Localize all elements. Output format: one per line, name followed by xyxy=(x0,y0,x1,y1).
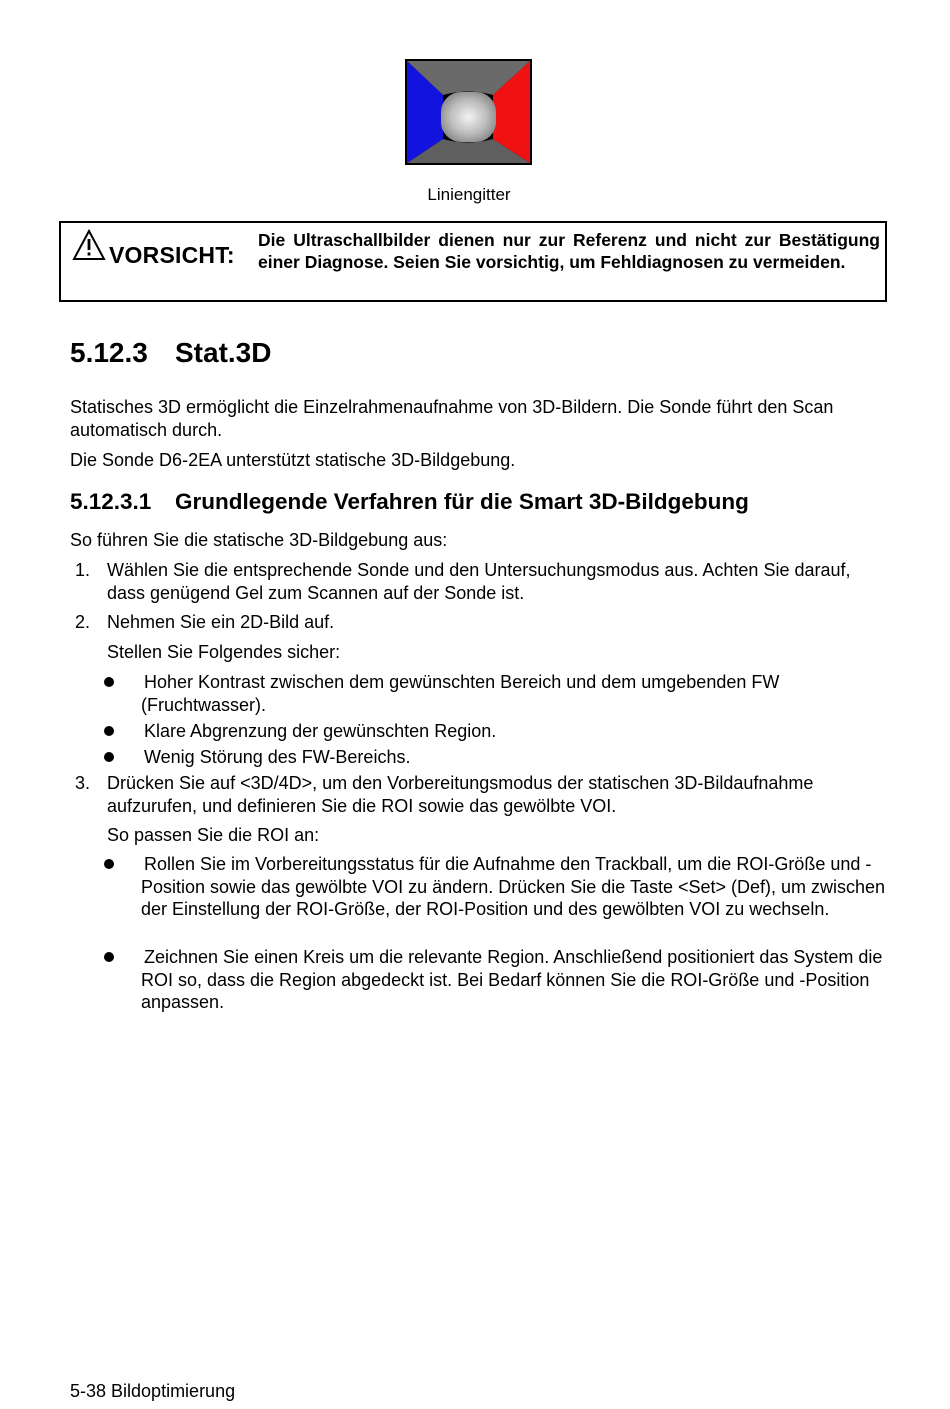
bullet-dot xyxy=(104,859,114,869)
bullet-item: Zeichnen Sie einen Kreis um die relevante Region. Anschließend positioniert das System die ROI so, dass die Region abgedeckt ist. Bei Bedarf können Sie die ROI-Größe und -Position anpassen. xyxy=(141,947,883,1012)
section-title: Stat.3D xyxy=(175,337,272,368)
bullet-dot xyxy=(104,752,114,762)
subsection-heading xyxy=(70,489,749,515)
procedure-lead: So führen Sie die statische 3D-Bildgebung aus: xyxy=(70,530,448,550)
step-text-2: Nehmen Sie ein 2D-Bild auf. xyxy=(107,612,335,632)
caution-box xyxy=(59,221,887,302)
caution-label: VORSICHT: xyxy=(109,242,235,268)
bullet-item: Klare Abgrenzung der gewünschten Region. xyxy=(144,721,497,741)
step-number-1: 1. xyxy=(75,560,91,580)
step-number-2: 2. xyxy=(75,612,91,632)
caution-text: Die Ultraschallbilder dienen nur zur Referenz und nicht zur Bestätigung einer Diagnose. Seien Sie vorsichtig, um Fehldiagnosen zu vermeiden. xyxy=(258,230,880,272)
subsection-title: Grundlegende Verfahren für die Smart 3D-Bildgebung xyxy=(175,489,749,514)
step-note-3: So passen Sie die ROI an: xyxy=(107,825,320,845)
bullet-item: Rollen Sie im Vorbereitungsstatus für die Aufnahme den Trackball, um die ROI-Größe und -Position sowie das gewölbte VOI zu ändern. Drücken Sie die Taste <Set> (Def), um zwischen der Einstellung der ROI-Größe, der ROI-Position und des gewölbten VOI zu wechseln. xyxy=(141,854,886,919)
bullet-dot xyxy=(104,726,114,736)
bullet-item: Hoher Kontrast zwischen dem gewünschten Bereich und dem umgebenden FW (Fruchtwasser). xyxy=(141,672,780,715)
warning-triangle-icon xyxy=(72,228,106,262)
step-text-1: Wählen Sie die entsprechende Sonde und den Untersuchungsmodus aus. Achten Sie darauf, dass genügend Gel zum Scannen auf der Sonde ist. xyxy=(107,560,851,603)
step-note-2: Stellen Sie Folgendes sicher: xyxy=(107,642,341,662)
bullet-dot xyxy=(104,677,114,687)
line-grid-illustration xyxy=(405,59,532,165)
step-number-3: 3. xyxy=(75,773,91,793)
bullet-item: Wenig Störung des FW-Bereichs. xyxy=(144,747,411,767)
step-text-3: Drücken Sie auf <3D/4D>, um den Vorbereitungsmodus der statischen 3D-Bildaufnahme aufzurufen, und definieren Sie die ROI sowie das gewölbte VOI. xyxy=(107,773,814,816)
intro-paragraph-1: Statisches 3D ermöglicht die Einzelrahmenaufnahme von 3D-Bildern. Die Sonde führt den Scan automatisch durch. xyxy=(70,397,834,440)
bullet-dot xyxy=(104,952,114,962)
section-heading xyxy=(70,337,271,369)
section-number: 5.12.3 xyxy=(70,337,148,368)
figure-caption: Liniengitter xyxy=(427,185,511,204)
page-footer: 5-38 Bildoptimierung xyxy=(70,1381,236,1401)
intro-paragraph-2: Die Sonde D6-2EA unterstützt statische 3D-Bildgebung. xyxy=(70,450,516,470)
subsection-number: 5.12.3.1 xyxy=(70,489,152,514)
